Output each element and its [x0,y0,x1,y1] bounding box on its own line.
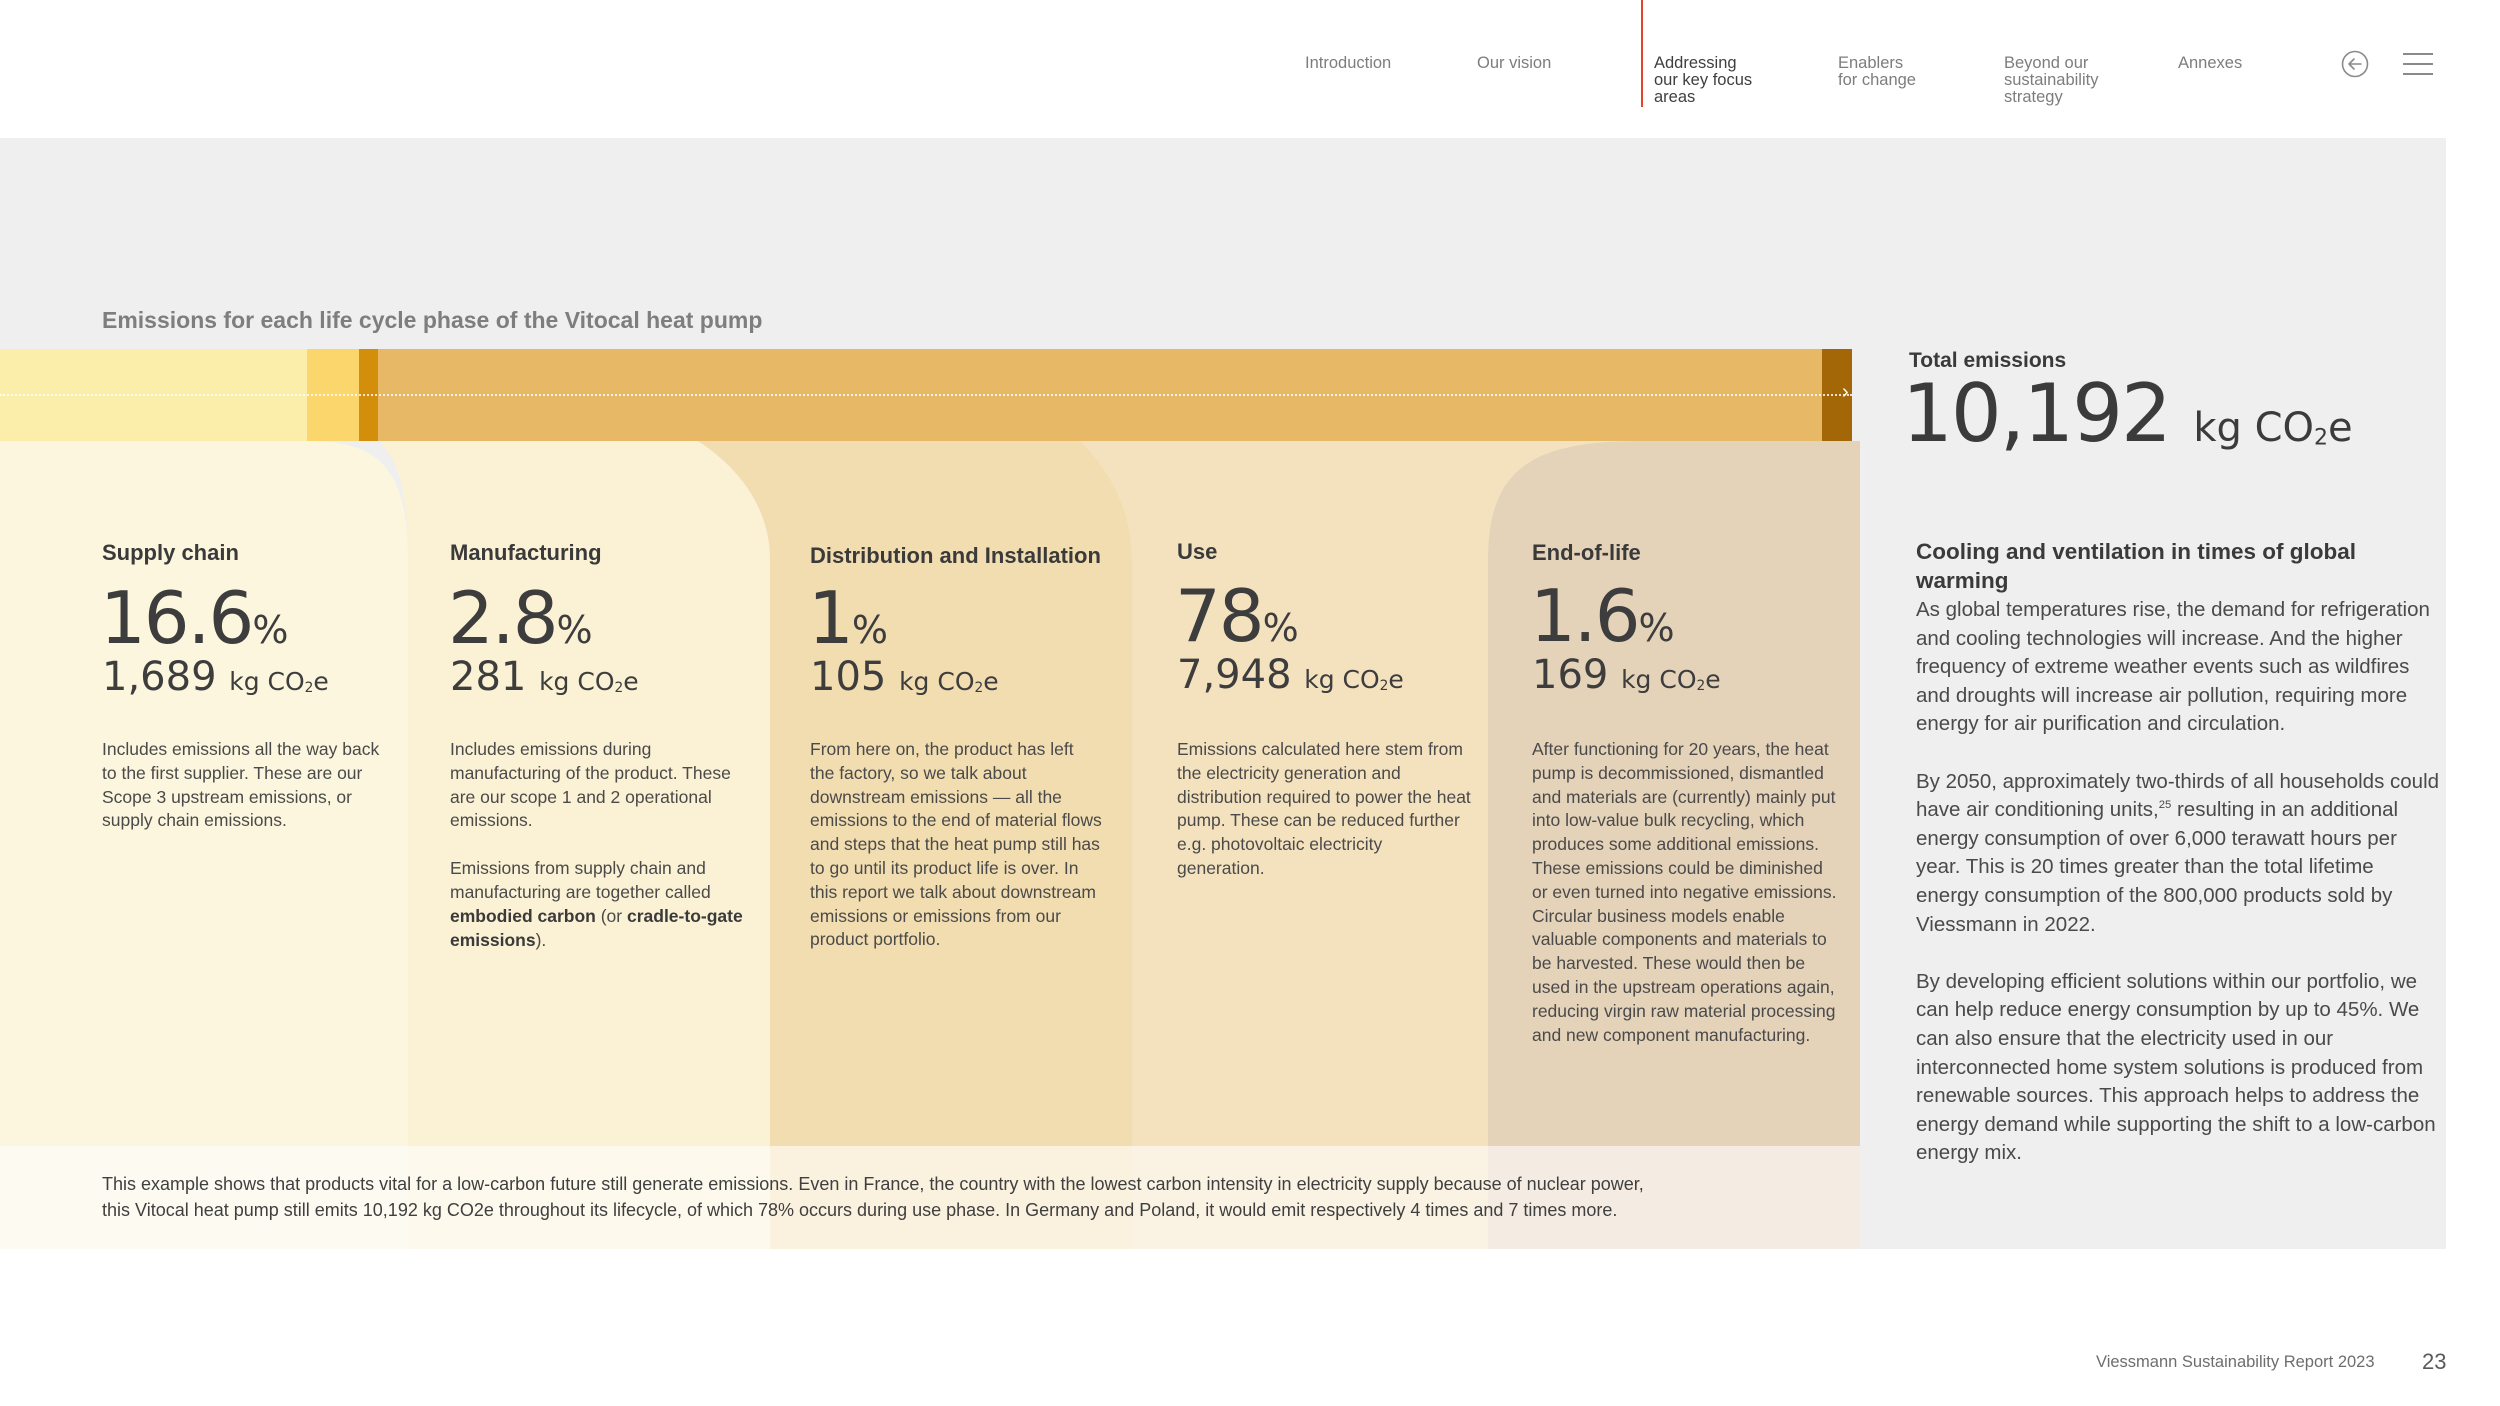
kg-unit-prefix: kg CO [539,667,615,696]
kg-value: 1,689 [102,654,217,700]
phase-name-use: Use [1177,539,1218,564]
sidebar-paragraph: As global temperatures rise, the demand for refrigeration and cooling technologies will increase. And the higher frequency of extreme weather events such as wildfires and droughts will increase air pollution, requiring more energy for air purification and circulation. [1916,598,2430,736]
report-name: Viessmann Sustainability Report 2023 [2096,1353,2375,1371]
kg-unit [1304,665,1404,694]
nav-item-enablers-for-change[interactable]: Enablers for change [1838,54,1916,89]
footnote-line: This example shows that products vital for a low-carbon future still generate emissions. Even in France, the country with the lowest carbon intensity in electricity supply because of nuclear power, [102,1174,1644,1194]
sidebar-text-run: By 2050, approximately two-thirds of all households could have air conditioning units, [1916,769,2440,822]
sidebar-text-run: resulting in an additional energy consumption of over 6,000 terawatt hours per year. This is 20 times greater than the total lifetime energy consumption of the 800,000 products sold by Viessmann in 2022. [1916,798,2399,936]
percent-unit: % [1638,606,1675,650]
phase-text-bold: cradle-to-gate emissions [450,905,743,950]
percent-unit: % [1262,606,1299,650]
phase-text-run: (or [595,905,627,926]
phase-name-supply-chain: Supply chain [102,540,239,565]
nav-item-beyond-sustainability-strategy[interactable]: Beyond our sustainability strategy [2004,54,2099,106]
kg-unit [539,667,639,696]
kg-unit-prefix: kg CO [1304,665,1380,694]
sidebar-body [1916,596,2441,1196]
percent-unit: % [252,608,289,652]
nav-item-our-vision[interactable]: Our vision [1477,54,1552,72]
sidebar-paragraph: By developing efficient solutions within our portfolio, we can help reduce energy consumption by up to 45%. We can also ensure that the electricity used in our interconnected home system solutions is produced from renewable sources. This approach helps to address the energy demand while supporting the shift to a low-carbon energy mix. [1916,969,2436,1165]
percent-value: 2.8 [448,576,557,660]
nav-item-addressing-key-focus-areas[interactable]: Addressing our key focus areas [1654,54,1753,106]
phase-description-use [1177,738,1472,881]
total-value-number: 10,192 [1902,367,2170,460]
kg-value: 105 [810,654,887,700]
bar-dotted-guide [0,394,1852,396]
phase-name-end-of-life: End-of-life [1532,540,1641,565]
phase-text-run: ). [535,929,547,950]
kg-unit-suffix: e [983,667,999,696]
kg-unit-subscript: 2 [1696,678,1706,695]
phase-paragraph: Includes emissions all the way back to the first supplier. These are our Scope 3 upstream emissions, or supply chain emissions. [102,739,380,831]
kg-unit-suffix: e [623,667,639,696]
phase-kg-manufacturing [450,654,639,708]
page-number: 23 [2422,1349,2447,1374]
sidebar-paragraph [1916,768,2441,940]
chart-footnote [102,1171,1862,1223]
kg-unit-prefix: kg CO [229,667,305,696]
phase-text-run: Emissions from supply chain and manufacturing are together called [450,858,711,902]
percent-unit: % [556,608,593,652]
total-emissions-label: Total emissions [1909,349,2067,372]
phase-description-manufacturing [450,738,750,952]
kg-unit-suffix: e [1388,665,1404,694]
phase-paragraph: Includes emissions during manufacturing of the product. These are our scope 1 and 2 operational emissions. [450,739,731,831]
kg-unit [229,667,329,696]
kg-unit-subscript: 2 [614,680,624,697]
total-value-unit [2193,405,2352,451]
phase-description-supply-chain [102,738,382,833]
kg-unit-subscript: 2 [1379,678,1389,695]
phase-paragraph: Emissions calculated here stem from the electricity generation and distribution required to power the heat pump. These can be reduced further e.g. photovoltaic electricity generation. [1177,739,1471,878]
sidebar-heading: Cooling and ventilation in times of global warming [1916,539,2357,593]
footnote-reference[interactable]: 25 [2158,799,2172,812]
kg-unit-suffix: e [313,667,329,696]
kg-value: 281 [450,654,527,700]
phase-paragraph: After functioning for 20 years, the heat pump is decommissioned, dismantled and materials are (currently) mainly put into low-value bulk recycling, which produces some additional emissions. These emissions could be diminished or even turned into negative emissions. Circular business models enable valuable components and materials to be harvested. These would then be used in the upstream operations again, reducing virgin raw material processing and new component manufacturing. [1532,739,1837,1045]
nav-item-annexes[interactable]: Annexes [2178,54,2243,72]
phase-paragraph: From here on, the product has left the factory, so we talk about downstream emissions — all the emissions to the end of material flows and steps that the heat pump still has to go until its product life is over. In this report we talk about downstream emissions or emissions from our product portfolio. [810,739,1102,950]
phase-description-end-of-life [1532,738,1837,1047]
phase-text-bold: embodied carbon [450,905,596,926]
footnote-line: this Vitocal heat pump still emits 10,192 kg CO2e throughout its lifecycle, of which 78% occurs during use phase. In Germany and Poland, it would emit respectively 4 times and 7 times more. [102,1200,1618,1220]
kg-unit [899,667,999,696]
phase-name-manufacturing: Manufacturing [450,540,602,565]
total-emissions-value [1902,367,2353,480]
kg-unit [1621,665,1721,694]
percent-value: 16.6 [100,576,253,660]
kg-value: 7,948 [1177,652,1292,698]
nav-item-introduction[interactable]: Introduction [1305,54,1392,72]
phase-kg-distribution-installation [810,654,999,708]
phase-kg-end-of-life [1532,652,1721,706]
phase-description-distribution-installation [810,738,1102,952]
percent-value: 78 [1175,574,1263,658]
kg-unit-subscript: 2 [304,680,314,697]
kg-unit-subscript: 2 [974,680,984,697]
phase-kg-use [1177,652,1404,706]
total-unit-prefix: kg CO [2193,405,2315,451]
phase-name-distribution-installation: Distribution and Installation [810,543,1101,568]
phase-kg-supply-chain [102,654,329,708]
phase-paragraph [450,857,750,952]
total-unit-suffix: e [2328,405,2353,451]
percent-value: 1.6 [1530,574,1639,658]
percent-unit: % [851,608,888,652]
chevron-right-icon: › [1842,381,1849,403]
kg-unit-prefix: kg CO [1621,665,1697,694]
percent-value: 1 [808,576,852,660]
kg-value: 169 [1532,652,1609,698]
total-unit-subscript: 2 [2314,425,2329,451]
kg-unit-prefix: kg CO [899,667,975,696]
kg-unit-suffix: e [1705,665,1721,694]
chart-title: Emissions for each life cycle phase of the Vitocal heat pump [102,307,763,333]
